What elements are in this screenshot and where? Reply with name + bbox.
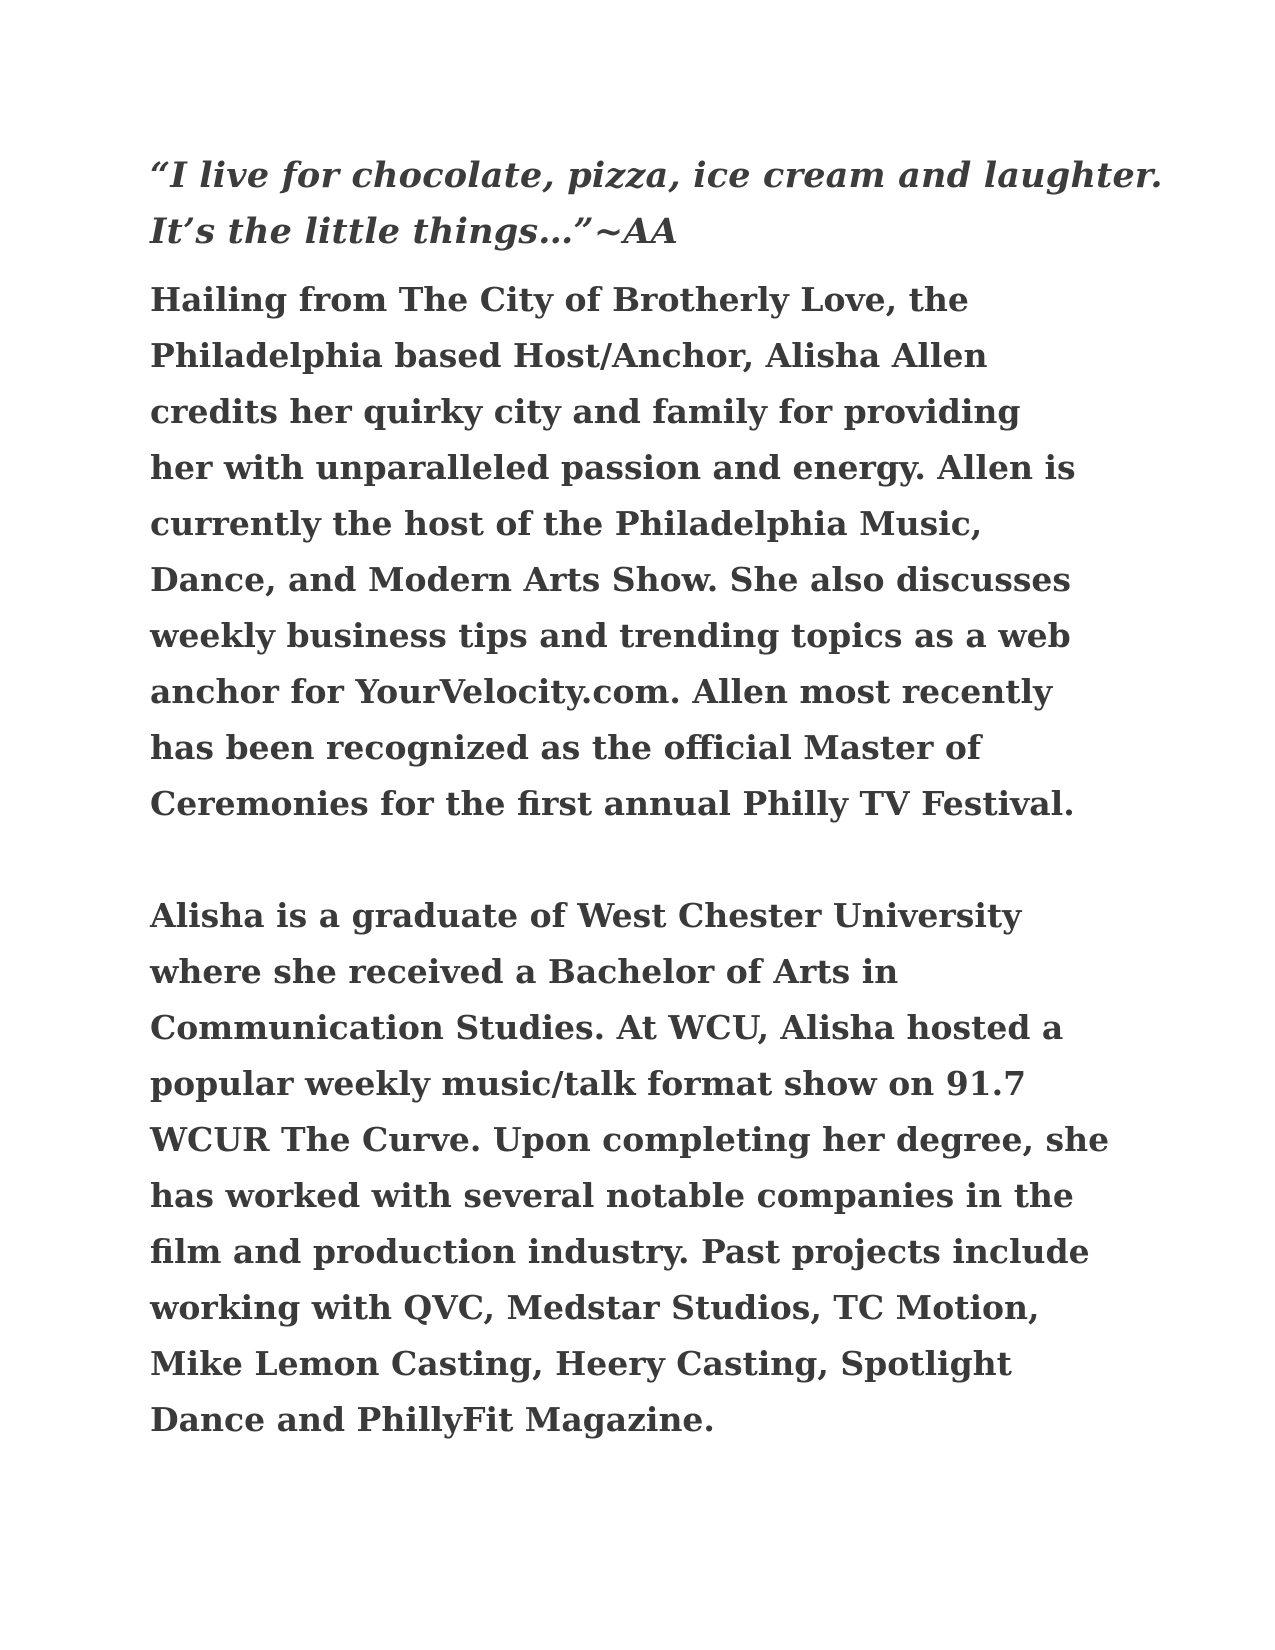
paragraph-line: has worked with several notable companies in the (150, 1176, 1074, 1215)
paragraph-line: Dance, and Modern Arts Show. She also discusses (150, 560, 1071, 599)
paragraph-line: Dance and PhillyFit Magazine. (150, 1400, 715, 1439)
epigraph-quote (150, 148, 1163, 260)
paragraph-line: Philadelphia based Host/Anchor, Alisha Allen (150, 336, 988, 375)
paragraph-line: credits her quirky city and family for providing (150, 392, 1021, 431)
document-page (150, 148, 1163, 1448)
paragraph-line: Mike Lemon Casting, Heery Casting, Spotlight (150, 1344, 1012, 1383)
paragraph-line: has been recognized as the official Master of (150, 728, 982, 767)
paragraph-line: Communication Studies. At WCU, Alisha hosted a (150, 1008, 1064, 1047)
paragraph-line: film and production industry. Past projects include (150, 1232, 1090, 1271)
paragraph-line: her with unparalleled passion and energy. Allen is (150, 448, 1076, 487)
paragraph-line: Hailing from The City of Brotherly Love, the (150, 280, 969, 319)
paragraph-line: where she received a Bachelor of Arts in (150, 952, 899, 991)
paragraph-line: anchor for YourVelocity.com. Allen most recently (150, 672, 1053, 711)
paragraph-line: WCUR The Curve. Upon completing her degree, she (150, 1120, 1110, 1159)
bio-paragraph-1 (150, 272, 1150, 832)
paragraph-line: Ceremonies for the first annual Philly TV Festival. (150, 784, 1075, 823)
quote-line: It’s the little things…”~AA (150, 211, 679, 252)
quote-line: “I live for chocolate, pizza, ice cream and laughter. (150, 155, 1163, 196)
paragraph-line: weekly business tips and trending topics as a web (150, 616, 1071, 655)
paragraph-line: currently the host of the Philadelphia Music, (150, 504, 983, 543)
paragraph-line: popular weekly music/talk format show on 91.7 (150, 1064, 1027, 1103)
paragraph-line: Alisha is a graduate of West Chester University (150, 896, 1022, 935)
paragraph-spacer (150, 832, 1150, 888)
paragraph-line: working with QVC, Medstar Studios, TC Motion, (150, 1288, 1040, 1327)
bio-paragraph-2 (150, 888, 1150, 1448)
